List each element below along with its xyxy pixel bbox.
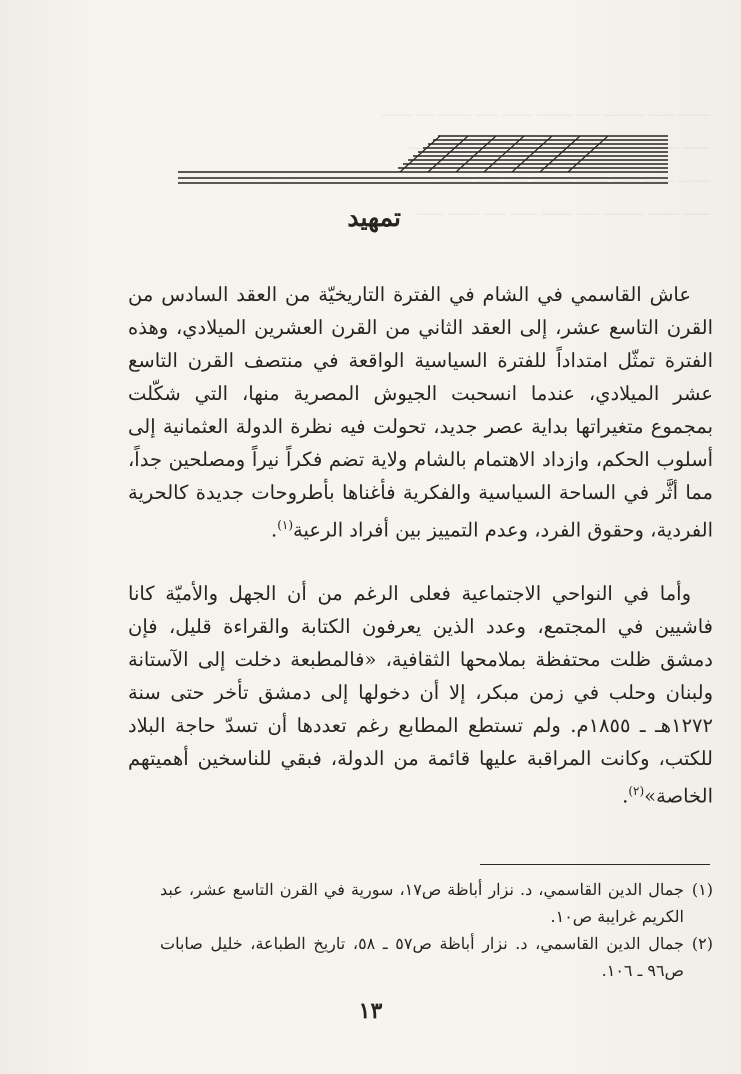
footnote-1-text: جمال الدين القاسمي، د. نزار أباظة ص١٧، سورية في القرن التاسع عشر، عبد الكريم غرايبة ص١٠. — [160, 880, 684, 926]
section-heading: تمهيد — [347, 203, 401, 232]
header-ornament — [178, 128, 668, 186]
body-text — [128, 278, 713, 812]
footnote-2 — [160, 930, 713, 984]
footnote-divider — [480, 864, 710, 865]
footnote-2-text: جمال الدين القاسمي، د. نزار أباظة ص٥٧ ـ ٥٨، تاريخ الطباعة، خليل صابات ص٩٦ ـ ١٠٦. — [160, 934, 684, 980]
footnote-1 — [160, 876, 713, 930]
footnotes — [160, 876, 713, 984]
footnote-ref-1[interactable]: (١) — [277, 518, 294, 532]
paragraph-2-end: . — [622, 784, 629, 807]
footnote-1-number: (١) — [691, 880, 713, 899]
footnote-ref-2[interactable]: (٢) — [628, 783, 645, 798]
page-number: ١٣ — [358, 998, 383, 1024]
show-through-text: ـــــــ ــــــ ـــــــــ ـــــ ــــــــ ـــــــ ـــــ ـــــــ ــــ ـــــــ ــــــ ـــــــــ ـــــ ــــــ ـــــــــ ـــــ ــــــــ ـــــــ ـــــ ـــــــ ـــــــ ــــــ ـــــــ ـــــــــ ـــــ ــــــ ـــــــ ــــــ ـــــــ ـــــــــ ـــــ ـــــــ ــــــ ـــــ ـــــــ ــــــ — [381, 102, 710, 219]
paragraph-1 — [128, 278, 713, 547]
paragraph-1-end: . — [270, 518, 278, 542]
footnote-2-number: (٢) — [691, 934, 713, 953]
paragraph-2-text: وأما في النواحي الاجتماعية فعلى الرغم من أن الجهل والأميّة كانا فاشيين في المجتمع، وعدد الذين يعرفون الكتابة والقراءة قليل، فإن دمشق ظلت محتفظة بملامحها الثقافية، «فالمطبعة دخلت إلى الآستانة ولبنان وحلب في زمن مبكر، إلا أن دخولها إلى دمشق تأخر حتى سنة ١٢٧٢هـ ـ ١٨٥٥م. ولم تستطع المطابع رغم تعددها أن تسدّ حاجة البلاد للكتب، وكانت المراقبة عليها قائمة من الدولة، فبقي للناسخين أهميتهم الخاصة» — [128, 581, 713, 807]
paragraph-1-text: عاش القاسمي في الشام في الفترة التاريخيّة من العقد السادس من القرن التاسع عشر، إلى العقد الثاني من القرن العشرين الميلادي، وهذه الفترة تمثّل امتداداً للفترة السياسية الواقعة في منتصف القرن التاسع عشر الميلادي، عندما انسحبت الجيوش المصرية منها، التي شكّلت بمجموع متغيراتها بداية عصر جديد، تحولت فيه نظرة الدولة العثمانية إلى أسلوب الحكم، وازداد الاهتمام بالشام ولاية تضم فكراً نيراً ومصلحين جداً، مما أثَّر في الساحة السياسية والفكرية فأغناها بأطروحات جديدة كالحرية الفردية، وحقوق الفرد، وعدم التمييز بين أفراد الرعية — [128, 283, 713, 542]
paragraph-2 — [128, 577, 713, 813]
